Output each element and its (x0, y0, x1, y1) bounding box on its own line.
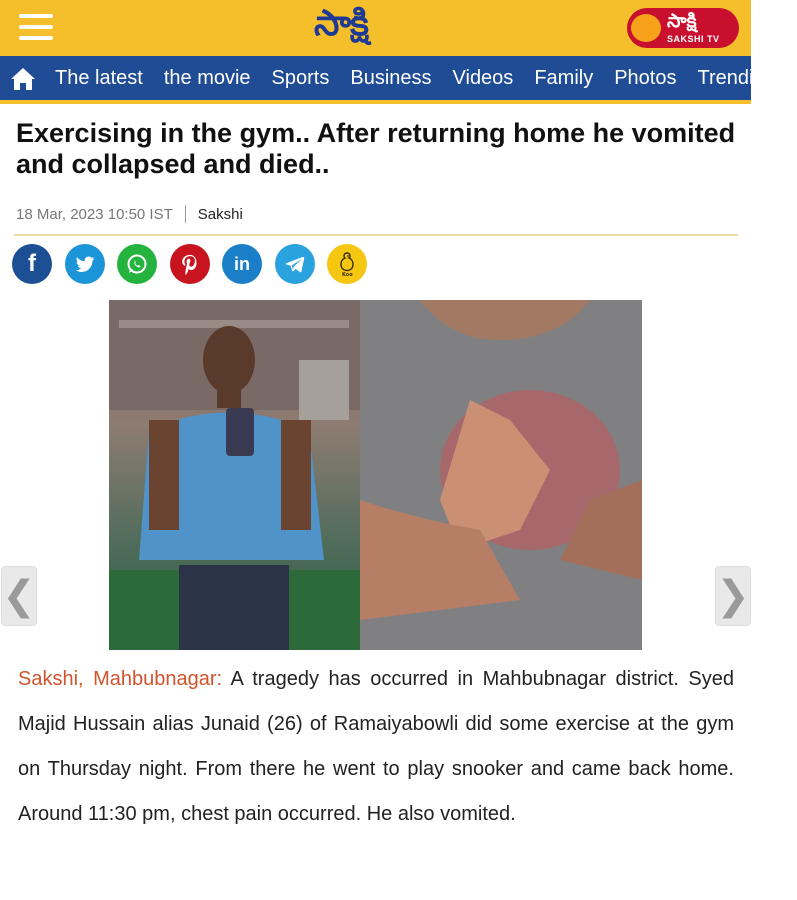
nav-item-the-latest[interactable]: The latest (55, 66, 143, 89)
linkedin-glyph: in (234, 253, 250, 274)
nav-item-sports[interactable]: Sports (271, 66, 330, 89)
share-buttons (12, 244, 380, 284)
previous-arrow-icon[interactable]: ❮ (1, 566, 37, 626)
divider (14, 234, 738, 236)
article-date: 18 Mar, 2023 10:50 IST (16, 205, 173, 223)
nav-items (55, 56, 797, 100)
facebook-icon[interactable] (12, 244, 52, 284)
nav-item-videos[interactable]: Videos (452, 66, 514, 89)
facebook-glyph: f (28, 250, 36, 277)
sun-icon (631, 14, 661, 42)
article-text: A tragedy has occurred in Mahbubnagar district. Syed Majid Hussain alias Junaid (26) of Ramaiyabowli did some exercise at the gym on Thursday night. From there he went to play snooker and came back home. Around 11:30 pm, chest pain occurred. He also vomited. (18, 668, 734, 825)
koo-icon[interactable] (327, 244, 367, 284)
article-body (18, 657, 734, 837)
meta-divider (185, 205, 186, 223)
sakshi-logo[interactable]: సాక్షి (314, 3, 368, 44)
whatsapp-icon[interactable] (117, 244, 157, 284)
pinterest-icon[interactable] (170, 244, 210, 284)
linkedin-icon[interactable] (222, 244, 262, 284)
home-icon[interactable] (8, 64, 38, 94)
gym-selfie-photo (109, 300, 360, 650)
sakshi-tv-logo-subtext: SAKSHI TV (667, 34, 720, 44)
telegram-icon[interactable] (275, 244, 315, 284)
nav-item-family[interactable]: Family (534, 66, 594, 89)
main-nav (0, 56, 776, 104)
nav-item-business[interactable]: Business (350, 66, 432, 89)
sakshi-tv-logo[interactable] (627, 8, 739, 48)
svg-text:Koo: Koo (342, 272, 353, 278)
nav-item-the-movie[interactable]: the movie (163, 66, 251, 89)
article-title: Exercising in the gym.. After returning home he vomited and collapsed and died.. (16, 118, 736, 179)
nav-item-trending[interactable]: Trending (697, 66, 776, 89)
article-source[interactable]: Sakshi (197, 205, 243, 223)
nav-item-photos[interactable]: Photos (614, 66, 677, 89)
twitter-icon[interactable] (65, 244, 105, 284)
sakshi-tv-logo-text: సాక్షి (667, 10, 697, 32)
article-meta (16, 205, 243, 223)
next-arrow-icon[interactable]: ❯ (715, 566, 751, 626)
article-dateline: Sakshi, Mahbubnagar: (18, 668, 223, 690)
menu-icon[interactable] (19, 14, 53, 40)
top-header (0, 0, 751, 56)
article-image (109, 300, 642, 650)
chest-pain-photo (360, 300, 642, 650)
